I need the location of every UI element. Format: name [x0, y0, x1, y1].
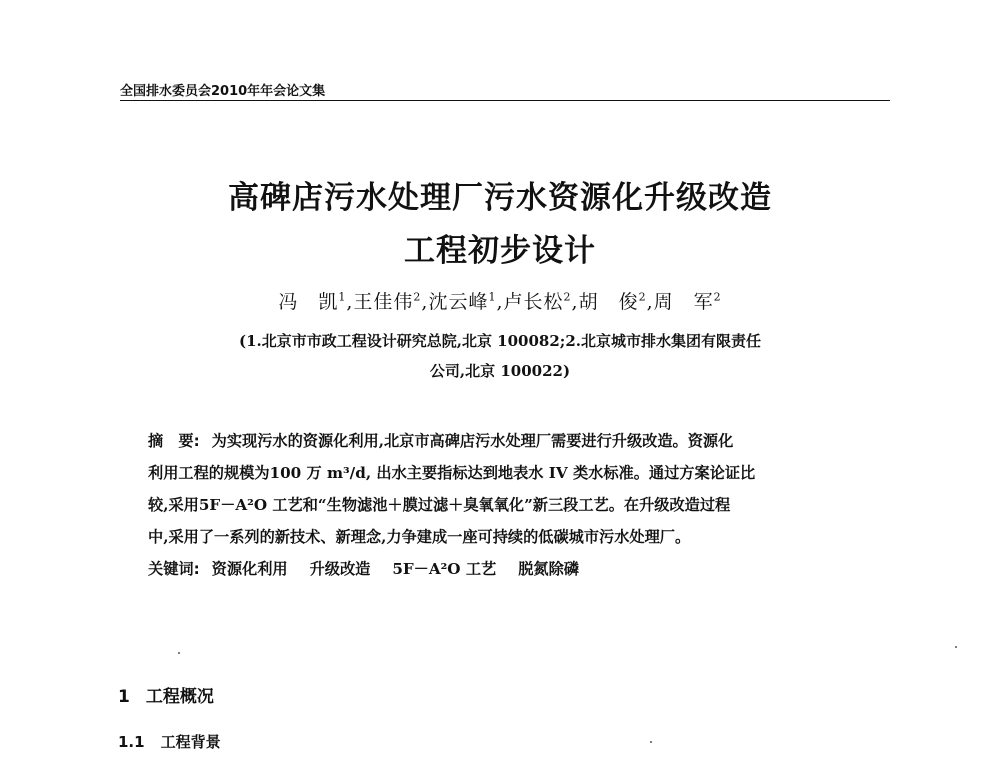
author: 周 军$^2$ — [653, 290, 722, 313]
header-rule — [120, 100, 890, 101]
keywords-line — [148, 553, 858, 585]
keyword: 脱氮除磷 — [518, 560, 579, 578]
scan-speck — [178, 652, 180, 654]
paper-title-line-1: 高碑店污水处理厂污水资源化升级改造 — [228, 180, 772, 216]
section-heading — [118, 682, 214, 707]
author: 胡 俊$^2$ — [578, 290, 647, 313]
abstract-block — [148, 425, 858, 585]
author: 卢长松$^2$ — [503, 290, 572, 313]
author: 王佳伟$^2$ — [353, 290, 422, 313]
scan-speck — [650, 741, 652, 743]
section-title: 工程概况 — [145, 687, 214, 707]
subsection-heading — [118, 731, 221, 752]
subsection-number: 1.1 — [118, 733, 145, 751]
affiliation-line-2: 公司,北京 100022) — [429, 362, 571, 380]
abstract-line: 摘 要: 为实现污水的资源化利用,北京市高碑店污水处理厂需要进行升级改造。资源化 — [148, 432, 734, 450]
running-header: 全国排水委员会2010年年会论文集 — [120, 84, 326, 99]
abstract-line: 利用工程的规模为100 万 m³/d, 出水主要指标达到地表水 IV 类水标准。通过方案论证比 — [148, 464, 756, 482]
paper-title-line-2: 工程初步设计 — [404, 233, 596, 269]
author-list: 冯 凯$^1$,王佳伟$^2$,沈云峰$^1$,卢长松$^2$,胡 俊$^2$,周 军$^2$ — [278, 290, 722, 313]
abstract-line: 中,采用了一系列的新技术、新理念,力争建成一座可持续的低碳城市污水处理厂。 — [148, 528, 691, 546]
affiliation-line-1: (1.北京市市政工程设计研究总院,北京 100082;2.北京城市排水集团有限责任 — [238, 332, 762, 350]
abstract-line: 较,采用5F－A²O 工艺和“生物滤池＋膜过滤＋臭氧氧化”新三段工艺。在升级改造过程 — [148, 496, 731, 514]
author: 沈云峰$^1$ — [428, 290, 497, 313]
subsection-title: 工程背景 — [160, 733, 221, 751]
keywords-label: 关键词: — [148, 560, 200, 578]
section-number: 1 — [118, 687, 130, 707]
keyword: 5F－A²O 工艺 — [392, 560, 497, 578]
keyword: 升级改造 — [309, 560, 371, 578]
scan-speck — [955, 646, 957, 648]
keyword: 资源化利用 — [211, 560, 288, 578]
abstract-label: 摘 要: — [148, 432, 200, 450]
author: 冯 凯$^1$ — [278, 290, 347, 313]
